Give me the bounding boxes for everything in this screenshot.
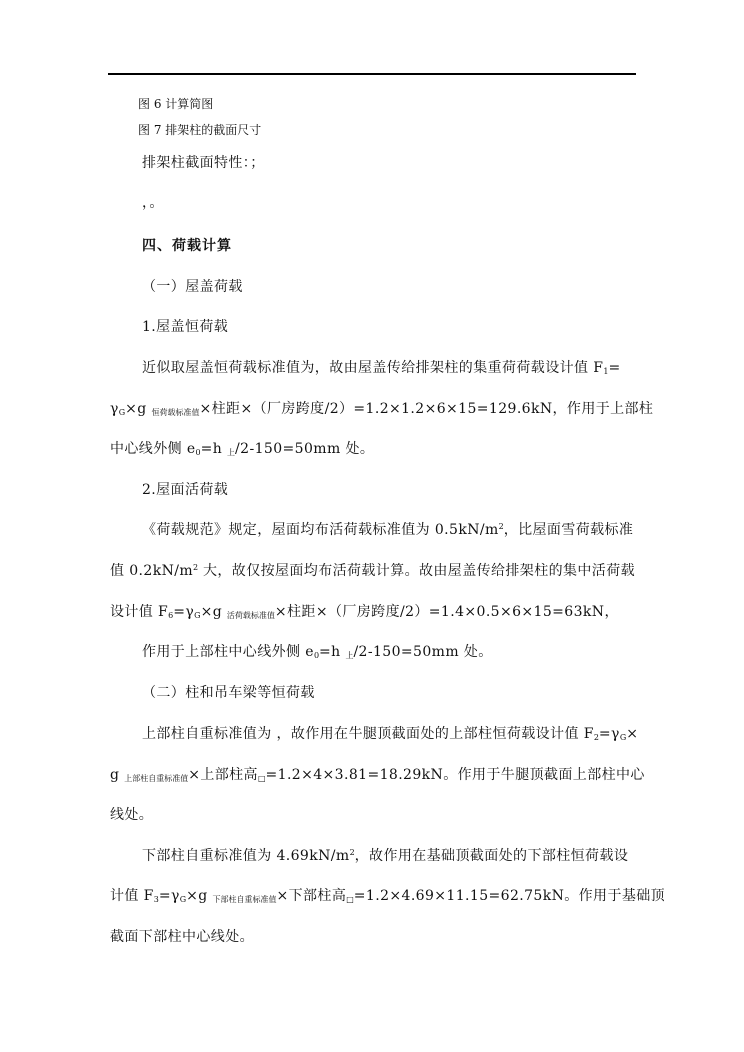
heading-load-calculation: 四、荷载计算 (142, 238, 232, 254)
heading-roof-load: （一）屋盖荷载 (142, 279, 243, 295)
paragraph-line: 中心线外侧 $e_0=h$ $_上$/2-150=50mm 处。 (110, 441, 375, 457)
paragraph-line: 线处。 (110, 807, 154, 823)
paragraph-line: 近似取屋盖恒荷载标准值为，故由屋盖传给排架柱的集重荷荷载设计值 $F_1=$ (142, 360, 621, 376)
header-rule (108, 73, 636, 75)
paragraph-line: $\gamma_G\times g$ $_{恒荷载标准值}$×柱距×（厂房跨度/2）=1.2×1.2×6×15=129.6kN，作用于上部柱 (110, 401, 654, 417)
paragraph-line: g $_{上部柱自重标准值}$×上部柱高$_□$=1.2×4×3.81=18.29kN。作用于牛腿顶截面上部柱中心 (110, 767, 645, 783)
paragraph-line: 截面下部柱中心线处。 (110, 929, 254, 945)
section-properties-line: 排架柱截面特性：； (142, 155, 265, 171)
paragraph-line: 上部柱自重标准值为 ，故作用在牛腿顶截面处的上部柱恒荷载设计值 $F_2=\gamma_G\times$ (142, 726, 639, 742)
paragraph-line: 值 $0.2kN/m^2$ 大，故仅按屋面均布活荷载计算。故由屋盖传给排架柱的集中活荷载 (110, 563, 635, 579)
figure-6-caption: 图 6 计算简图 (138, 97, 214, 111)
paragraph-line: 计值 $F_3=\gamma_G\times g$ $_{下部柱自重标准值}$×下部柱高$_□$=1.2×4.69×11.15=62.75kN。作用于基础顶 (110, 888, 666, 904)
section-properties-punct: ，。 (142, 195, 164, 211)
paragraph-line: 《荷载规范》规定，屋面均布活荷载标准值为 $0.5kN/m^2$，比屋面雪荷载标准 (142, 522, 634, 538)
figure-7-caption: 图 7 排架柱的截面尺寸 (138, 123, 262, 137)
paragraph-line: 作用于上部柱中心线外侧 $e_0=h$ $_上$/2-150=50mm 处。 (142, 644, 493, 660)
paragraph-line: 下部柱自重标准值为 $4.69kN/m^2$，故作用在基础顶截面处的下部柱恒荷载设 (142, 848, 629, 864)
heading-roof-dead-load: 1.屋盖恒荷载 (142, 319, 229, 335)
paragraph-line: 设计值 $F_6=\gamma_G\times g$ $_{活荷载标准值}$×柱距×（厂房跨度/2）=1.4×0.5×6×15=63kN， (110, 604, 619, 620)
heading-roof-live-load: 2.屋面活荷载 (142, 482, 229, 498)
heading-column-beam-dead-load: （二）柱和吊车梁等恒荷载 (142, 685, 315, 701)
